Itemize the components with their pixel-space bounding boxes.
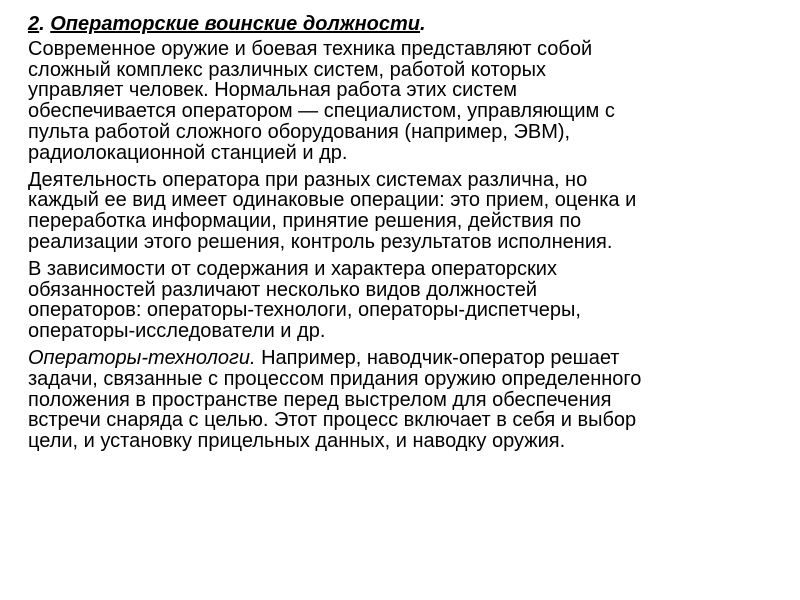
section-heading (28, 14, 788, 35)
heading-number: 2 (28, 13, 40, 35)
heading-title: Операторские воинские должности (50, 13, 421, 35)
paragraph-operator-activity (28, 170, 788, 253)
paragraph-operator-technologists (28, 348, 788, 452)
text-block (28, 14, 788, 458)
heading-trailing: . (420, 13, 426, 35)
paragraph-lead: Операторы-технологи. (28, 346, 256, 369)
paragraph-text: Например, наводчик-оператор решает задачи, связанные с процессом придания оружию определенного положения в пространстве перед выстрелом для обеспечения встречи снаряда с целью. Этот процесс включает в себя и выбор цели, и установку прицельных данных, и наводку оружия. (28, 346, 642, 453)
paragraph-operator-types (28, 259, 788, 342)
paragraph-text: В зависимости от содержания и характера операторских обязанностей различают несколько видов должностей операторов: операторы-технологи, операторы-диспетчеры, операторы-исследователи и др. (28, 257, 581, 343)
paragraph-modern-weapons (28, 39, 788, 164)
heading-dot: . (39, 13, 51, 35)
paragraph-text: Деятельность оператора при разных системах различна, но каждый ее вид имеет одинаковые операции: это прием, оценка и переработка информации, принятие решения, действия по реализации этого решения, контроль результатов исполнения. (28, 168, 637, 253)
paragraph-text: Современное оружие и боевая техника представляют собой сложный комплекс различных систем, работой которых управляет человек. Нормальная работа этих систем обеспечивается оператором — специалистом, управляющим с пульта работой сложного оборудования (например, ЭВМ), радиолокационной станцией и др. (28, 37, 615, 164)
